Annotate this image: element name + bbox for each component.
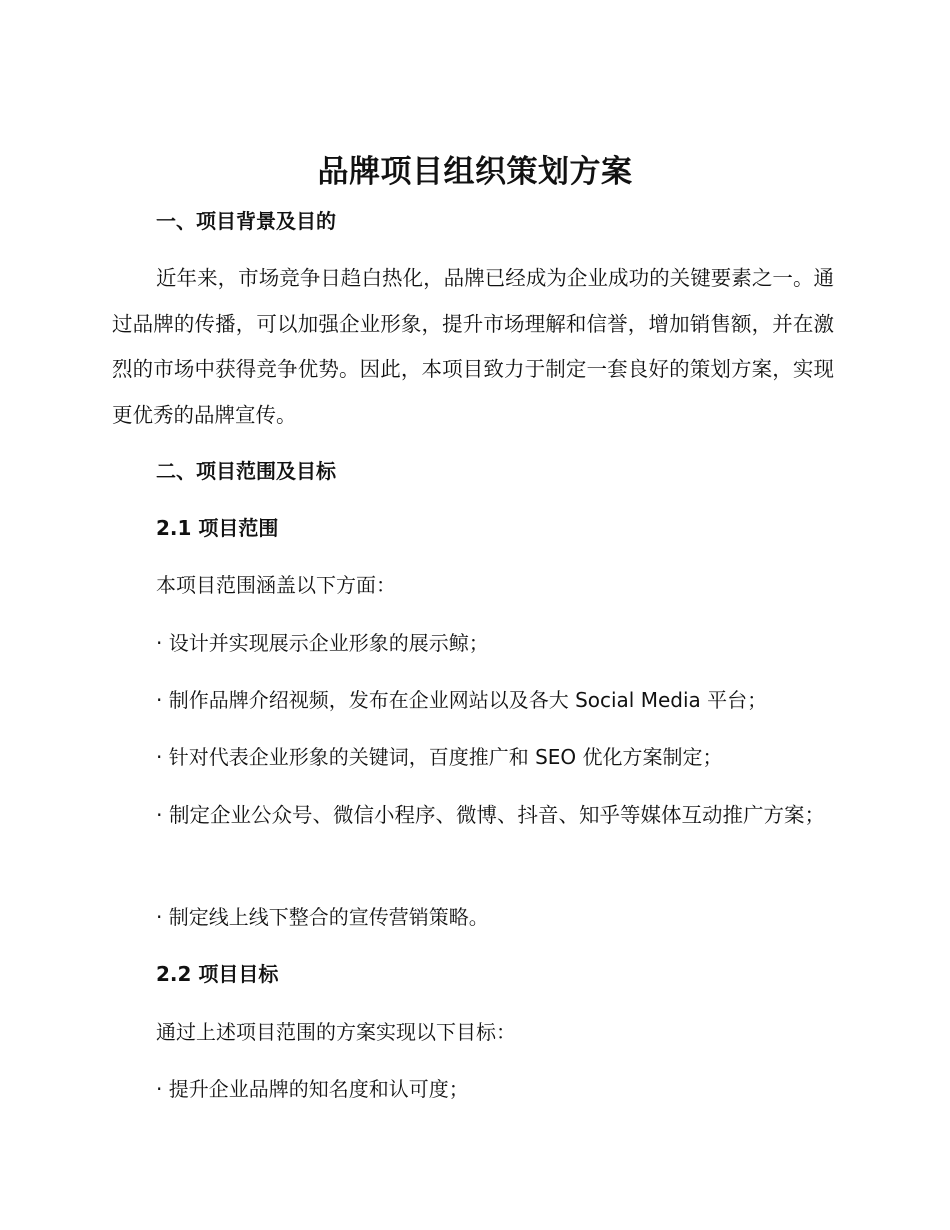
- document-title: 品牌项目组织策划方案: [317, 154, 633, 190]
- section-1-paragraph: 近年来，市场竞争日趋白热化，品牌已经成为企业成功的关键要素之一。通过品牌的传播，可以加强企业形象，提升市场理解和信誉，增加销售额，并在激烈的市场中获得竞争优势。因此，本项目致力于制定一套良好的策划方案，实现更优秀的品牌宣传。: [112, 266, 834, 427]
- goal-bullet-1: · 提升企业品牌的知名度和认可度；: [156, 1077, 469, 1101]
- scope-bullet-4: · 制定企业公众号、微信小程序、微博、抖音、知乎等媒体互动推广方案；: [156, 803, 826, 827]
- scope-bullet-2: · 制作品牌介绍视频，发布在企业网站以及各大 Social Media 平台；: [156, 688, 768, 712]
- section-1-heading: 一、项目背景及目的: [156, 209, 336, 233]
- scope-bullet-5: · 制定线上线下整合的宣传营销策略。: [156, 905, 489, 929]
- scope-bullet-1: · 设计并实现展示企业形象的展示鲸；: [156, 631, 489, 655]
- subsection-2-2-intro: 通过上述项目范围的方案实现以下目标：: [156, 1020, 516, 1044]
- scope-bullet-3: · 针对代表企业形象的关键词，百度推广和 SEO 优化方案制定；: [156, 745, 723, 769]
- subsection-2-1-intro: 本项目范围涵盖以下方面：: [156, 573, 396, 597]
- subsection-2-2-heading: 2.2 项目目标: [156, 962, 279, 986]
- subsection-2-1-heading: 2.1 项目范围: [156, 516, 279, 540]
- section-2-heading: 二、项目范围及目标: [156, 459, 336, 483]
